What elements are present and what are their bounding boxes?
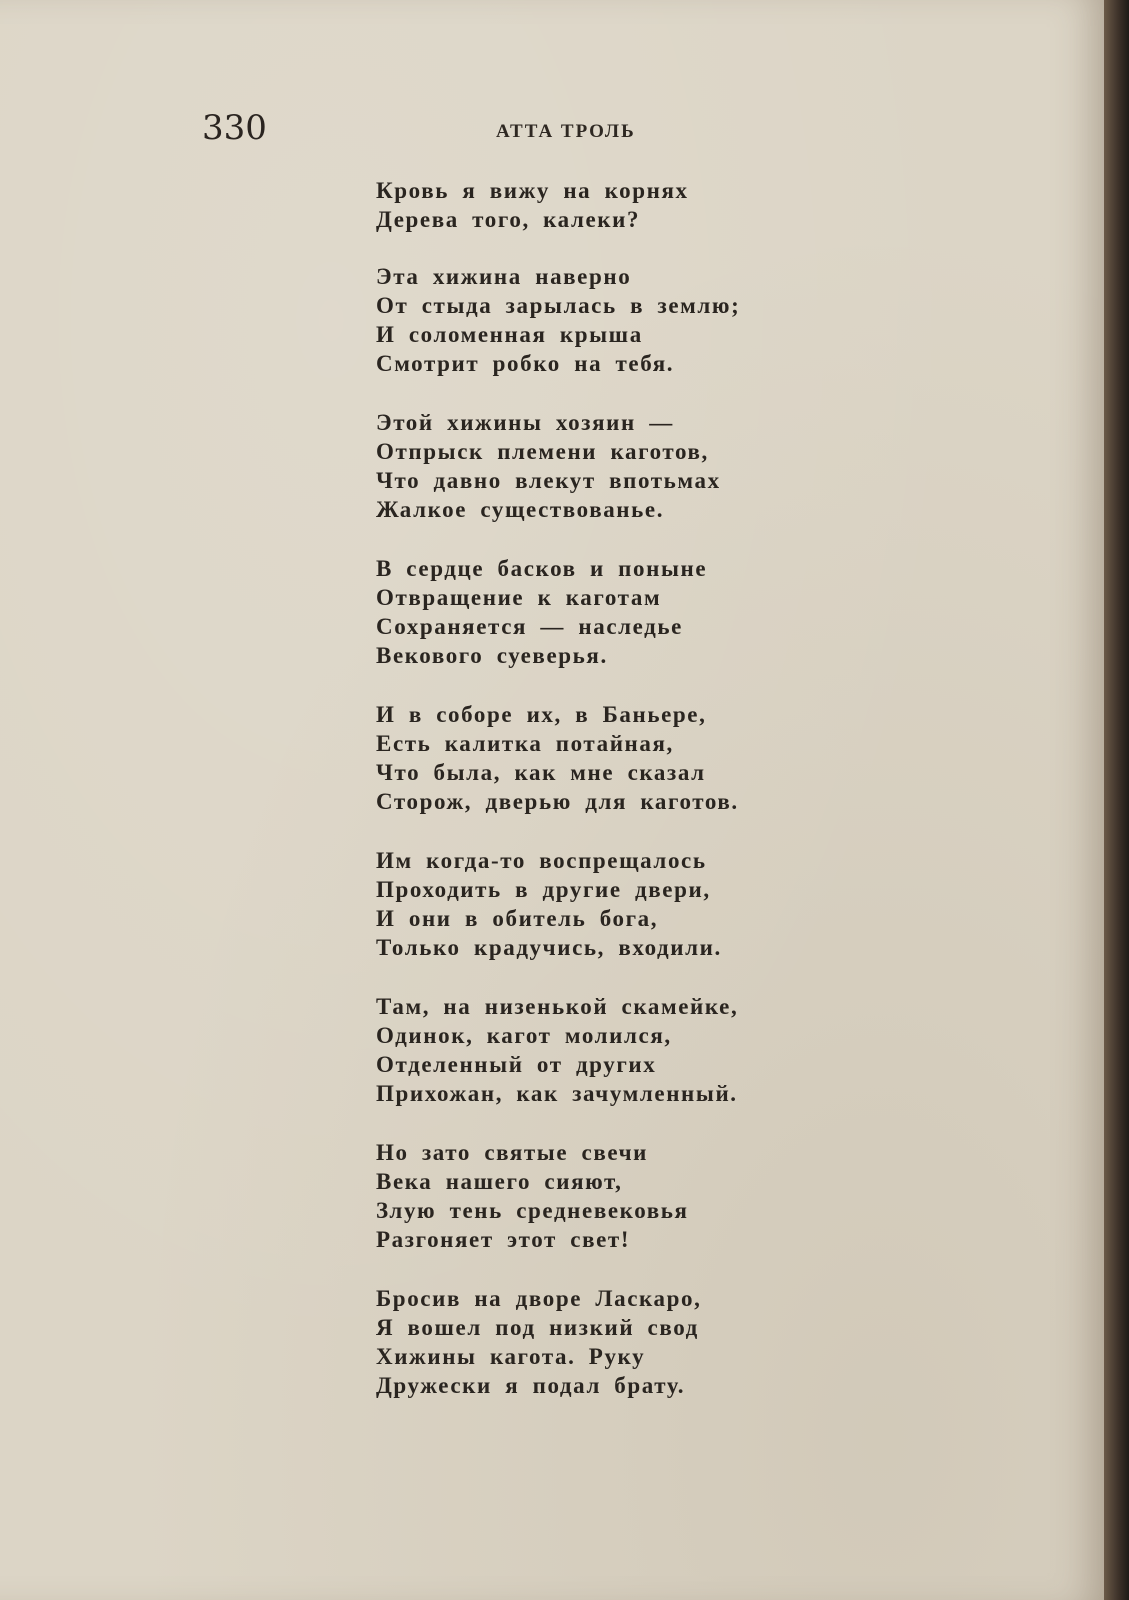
stanza (376, 1138, 796, 1254)
poem-line: Кровь я вижу на корнях (376, 178, 689, 203)
poem-line: Этой хижины хозяин — (376, 410, 674, 435)
poem-line: От стыда зарылась в землю; (376, 293, 741, 318)
poem-line: И они в обитель бога, (376, 906, 659, 931)
page-number: 330 (202, 108, 267, 148)
poem-line: Бросив на дворе Ласкаро, (376, 1286, 702, 1311)
stanza (376, 176, 796, 234)
poem-line: Есть калитка потайная, (376, 731, 674, 756)
poem-line: Проходить в другие двери, (376, 877, 711, 902)
poem-line: Сторож, дверью для каготов. (376, 789, 739, 814)
poem-line: В сердце басков и поныне (376, 556, 708, 581)
stanza (376, 408, 796, 524)
poem-line: Злую тень средневековья (376, 1198, 689, 1223)
stanza (376, 554, 796, 670)
running-title: АТТА ТРОЛЬ (496, 121, 636, 142)
poem-line: Только крадучись, входили. (376, 935, 722, 960)
book-binding-edge (1104, 0, 1129, 1600)
poem-line: Прихожан, как зачумленный. (376, 1081, 738, 1106)
poem-line: Дерева того, калеки? (376, 207, 641, 232)
poem-line: Отпрыск племени каготов, (376, 439, 709, 464)
poem-text (376, 176, 796, 1430)
poem-line: Отделенный от других (376, 1052, 657, 1077)
poem-line: И соломенная крыша (376, 322, 643, 347)
poem-line: Эта хижина наверно (376, 264, 632, 289)
poem-line: Хижины кагота. Руку (376, 1344, 646, 1369)
stanza (376, 992, 796, 1108)
stanza (376, 700, 796, 816)
poem-line: Дружески я подал брату. (376, 1373, 686, 1398)
page-header (202, 108, 722, 158)
stanza (376, 1284, 796, 1400)
poem-line: Им когда-то воспрещалось (376, 848, 707, 873)
poem-line: Векового суеверья. (376, 643, 608, 668)
stanza (376, 262, 796, 378)
poem-line: Там, на низенькой скамейке, (376, 994, 739, 1019)
poem-line: Разгоняет этот свет! (376, 1227, 631, 1252)
poem-line: Что давно влекут впотьмах (376, 468, 721, 493)
poem-line: Я вошел под низкий свод (376, 1315, 699, 1340)
poem-line: Смотрит робко на тебя. (376, 351, 675, 376)
poem-line: И в соборе их, в Баньере, (376, 702, 707, 727)
stanza (376, 846, 796, 962)
poem-line: Века нашего сияют, (376, 1169, 623, 1194)
poem-line: Сохраняется — наследье (376, 614, 683, 639)
poem-line: Одинок, кагот молился, (376, 1023, 672, 1048)
poem-line: Но зато святые свечи (376, 1140, 649, 1165)
poem-line: Жалкое существованье. (376, 497, 665, 522)
poem-line: Отвращение к каготам (376, 585, 662, 610)
poem-line: Что была, как мне сказал (376, 760, 706, 785)
